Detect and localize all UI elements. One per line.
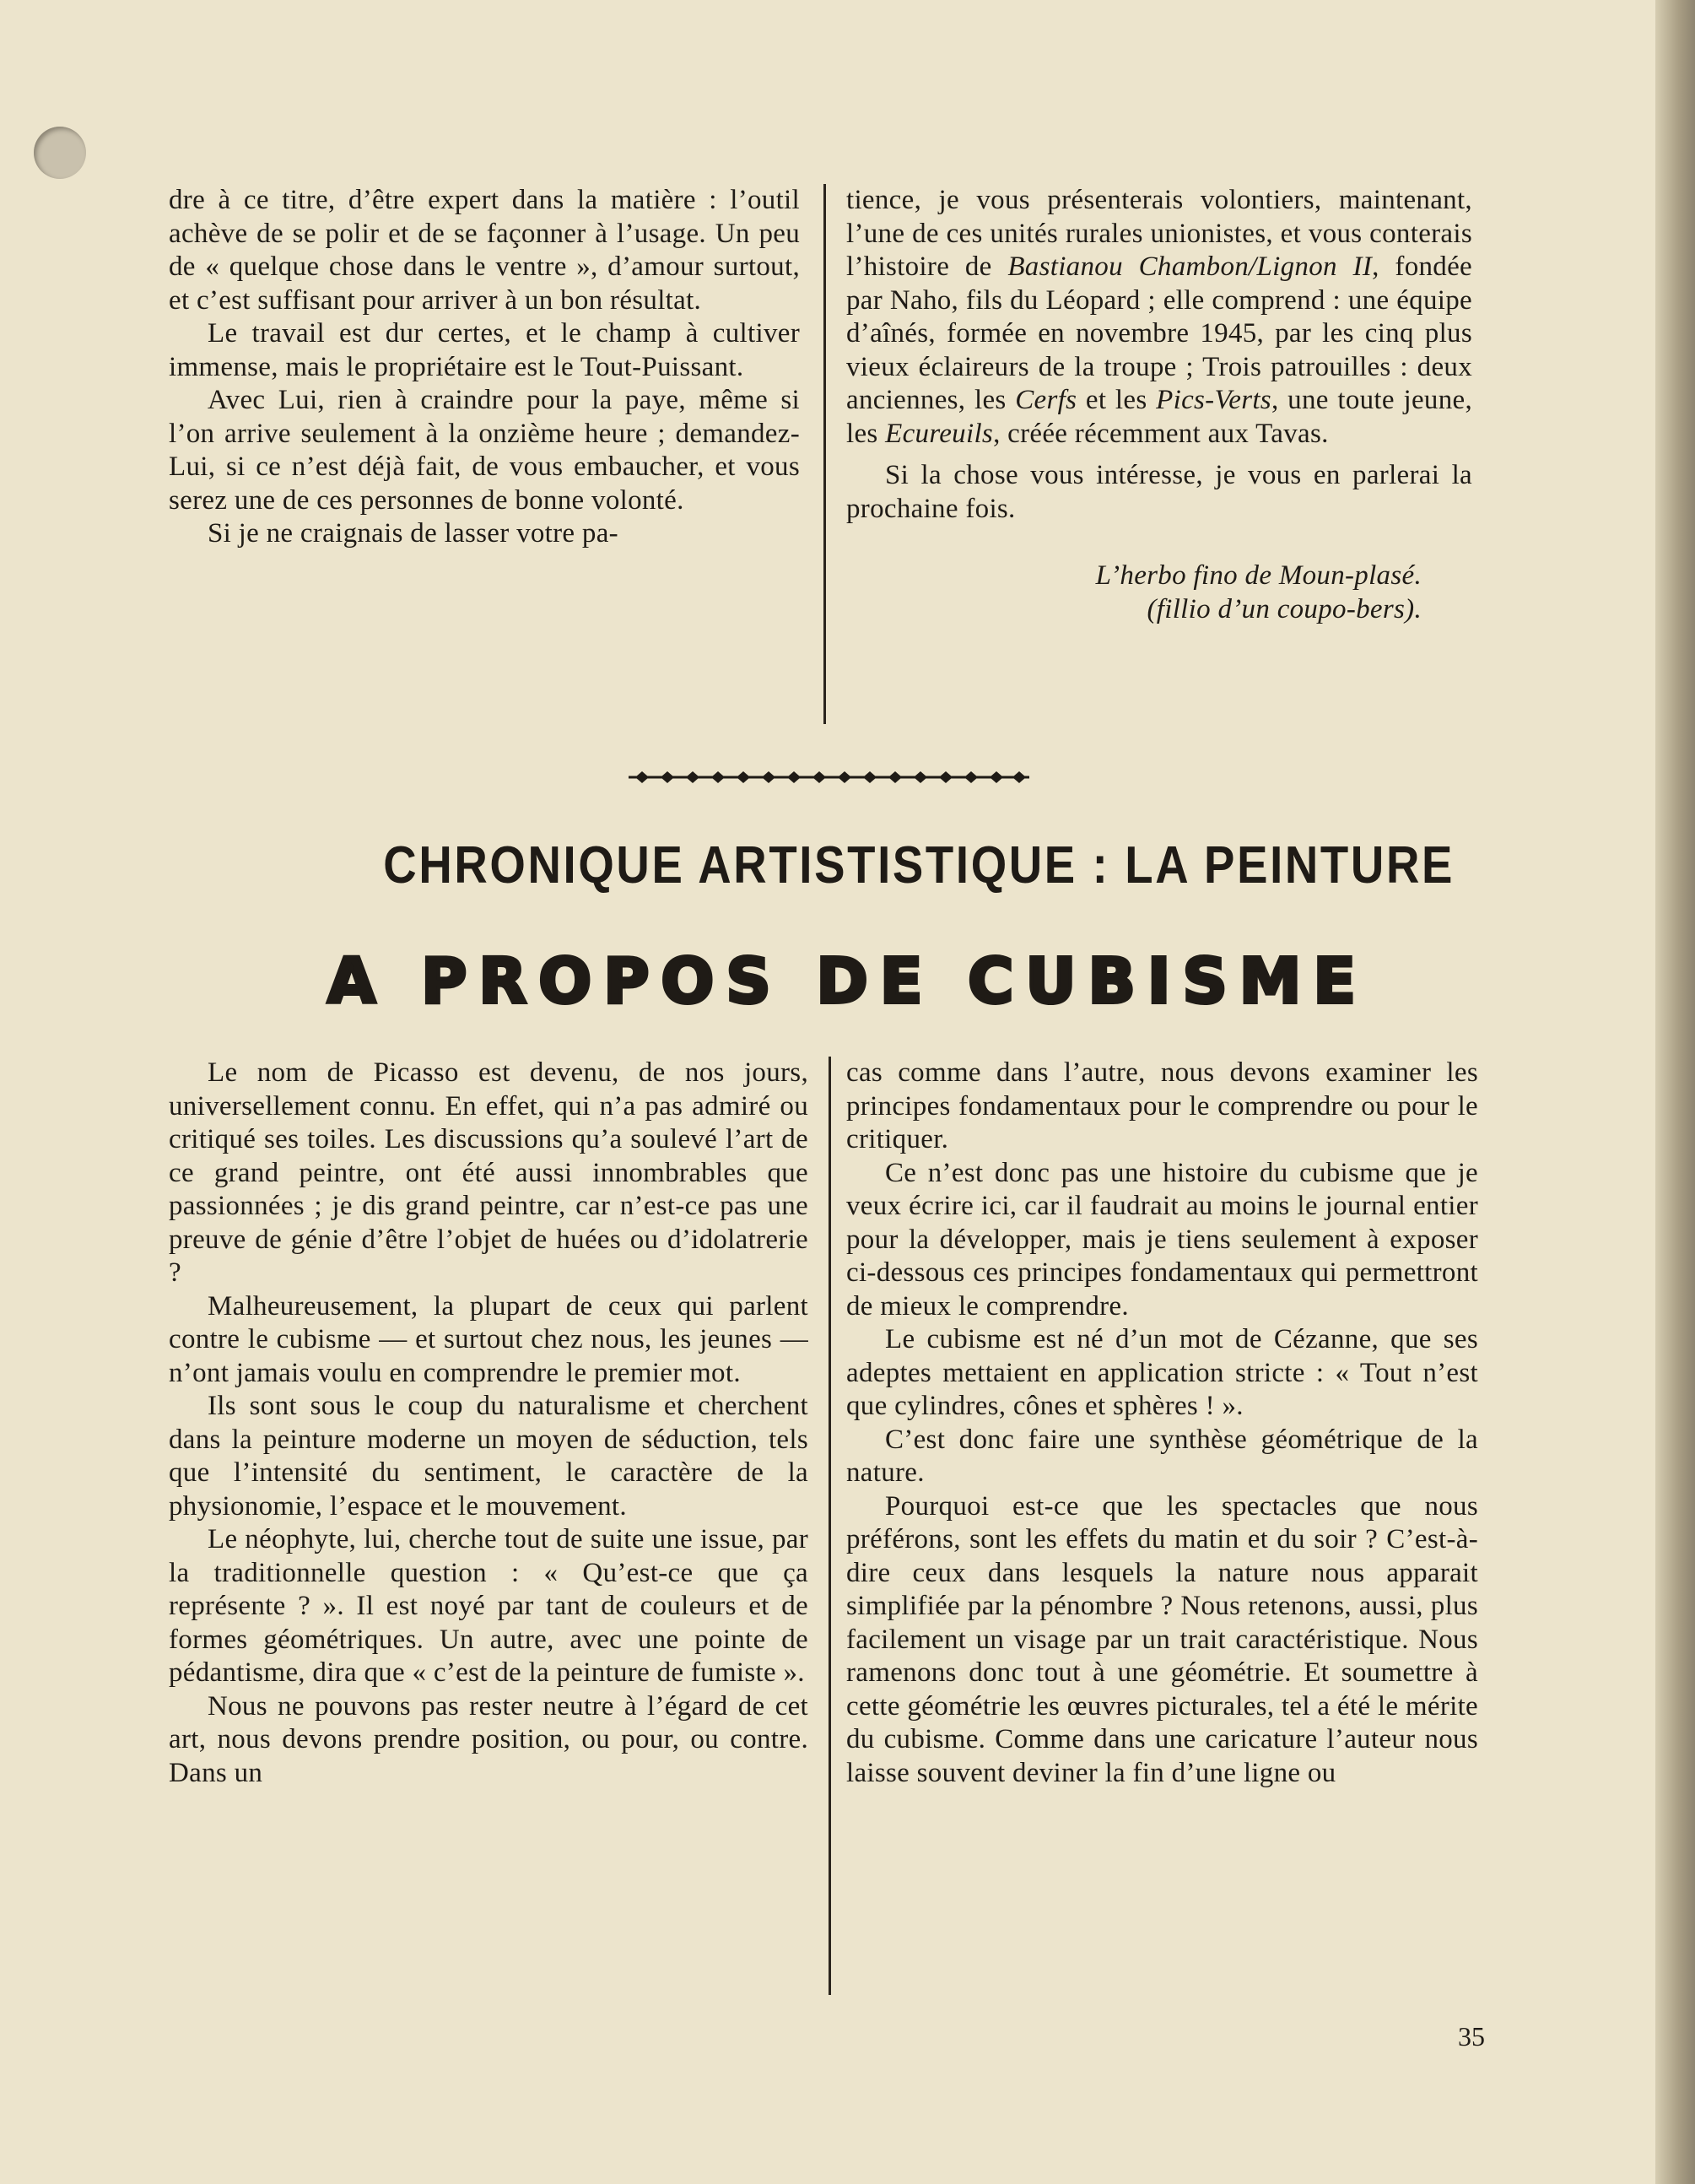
paragraph xyxy=(846,184,1472,451)
column-divider xyxy=(823,184,826,724)
paragraph: Le nom de Picasso est devenu, de nos jours, universellement connu. En effet, qui n’a pas admiré ou critiqué ses toiles. Les discussions qu’a soulevé l’art de ce grand peintre, ont été aussi innombrables que passionnées ; je dis grand peintre, car n’est-ce pas une preuve de génie d’être l’objet de huées ou d’idolatrerie ? xyxy=(169,1057,808,1288)
paragraph: cas comme dans l’autre, nous devons examiner les principes fondamentaux pour le comprendre ou pour le critiquer. xyxy=(846,1057,1478,1154)
ornamental-divider xyxy=(629,764,1029,791)
section-heading: CHRONIQUE ARTISTISTIQUE : LA PEINTURE xyxy=(383,836,1455,895)
paragraph: Si la chose vous intéresse, je vous en parlerai la prochaine fois. xyxy=(846,460,1472,524)
text-run: et les xyxy=(1077,385,1157,415)
signature xyxy=(846,560,1472,626)
paragraph: Le travail est dur certes, et le champ à cultiver immense, mais le propriétaire est le Tout-Puissant. xyxy=(169,318,800,382)
bottom-left-column xyxy=(169,1057,808,1790)
text-run: , fondée par Naho, fils du Léopard ; elle comprend : une équipe d’aînés, formée en novembre 1945, par les cinq plus vieux éclaireurs de la troupe ; Trois patrouilles : deux anciennes, les xyxy=(846,251,1472,415)
top-right-column xyxy=(846,184,1472,626)
paragraph: Pourquoi est-ce que les spectacles que nous préférons, sont les effets du matin et du soir ? C’est-à-dire ceux dans lesquels la nature nous apparait simplifiée par la pénombre ? Nous retenons, aussi, plus facilement un visage par un trait caractéristique. Nous ramenons donc tout à une géométrie. Et soumettre à cette géométrie les œuvres picturales, tel a été le mérite du cubisme. Comme dans une caricature l’auteur nous laisse souvent deviner la fin d’une ligne ou xyxy=(846,1490,1478,1788)
paragraph: Le néophyte, lui, cherche tout de suite une issue, par la traditionnelle question : « Qu’est-ce que ça représente ? ». Il est noyé par tant de couleurs et de formes géométriques. Un autre, avec une pointe de pédantisme, dira que « c’est de la peinture de fumiste ». xyxy=(169,1524,808,1688)
text-run: , une toute jeune, les xyxy=(846,385,1472,449)
paragraph: Ce n’est donc pas une histoire du cubisme que je veux écrire ici, car il faudrait au moins le journal entier pour la développer, mais je tiens seulement à exposer ci-dessous ces principes fondamentaux qui permettront de mieux le comprendre. xyxy=(846,1157,1478,1322)
bottom-right-column xyxy=(846,1057,1478,1790)
signature-line: L’herbo fino de Moun-plasé. xyxy=(1095,560,1422,591)
italic-text: Bastianou Chambon/Lignon II xyxy=(1007,251,1373,282)
paragraph: Si je ne craignais de lasser votre pa- xyxy=(208,518,618,549)
paragraph: dre à ce titre, d’être expert dans la matière : l’outil achève de se polir et de se façonner à l’usage. Un peu de « quelque chose dans le ventre », d’amour surtout, et c’est suffisant pour arriver à un bon résultat. xyxy=(169,185,800,316)
signature-line: (fillio d’un coupo-bers). xyxy=(1147,593,1422,624)
paragraph: C’est donc faire une synthèse géométrique de la nature. xyxy=(846,1424,1478,1488)
text-run: tience, je vous présenterais volontiers, maintenant, l’une de ces unités rurales unionistes, et vous conterais l’histoire de xyxy=(846,185,1472,282)
italic-text: Pics-Verts xyxy=(1156,385,1271,415)
paragraph: Ils sont sous le coup du naturalisme et cherchent dans la peinture moderne un moyen de séduction, tels que l’intensité du sentiment, le caractère de la physionomie, l’espace et le mouvement. xyxy=(169,1391,808,1522)
paragraph: Malheureusement, la plupart de ceux qui parlent contre le cubisme — et surtout chez nous, les jeunes — n’ont jamais voulu en comprendre le premier mot. xyxy=(169,1290,808,1388)
page-edge-shadow xyxy=(1655,0,1695,2184)
article-title: A PROPOS DE CUBISME xyxy=(327,945,1368,1018)
punch-hole xyxy=(34,127,86,179)
paragraph: Nous ne pouvons pas rester neutre à l’égard de cet art, nous devons prendre position, ou pour, ou contre. Dans un xyxy=(169,1690,808,1788)
paragraph: Le cubisme est né d’un mot de Cézanne, que ses adeptes mettaient en application stricte : « Tout n’est que cylindres, cônes et sphères ! ». xyxy=(846,1324,1478,1421)
italic-text: Ecureuils xyxy=(885,418,994,449)
column-divider xyxy=(829,1057,831,1995)
text-run: , créée récemment aux Tavas. xyxy=(993,418,1329,449)
top-left-column xyxy=(169,184,800,551)
paragraph: Avec Lui, rien à craindre pour la paye, même si l’on arrive seulement à la onzième heure ; demandez-Lui, si ce n’est déjà fait, de vous embaucher, et vous serez une de ces personnes de bonne volonté. xyxy=(169,385,800,516)
italic-text: Cerfs xyxy=(1015,385,1077,415)
page-number: 35 xyxy=(1458,2021,1485,2052)
